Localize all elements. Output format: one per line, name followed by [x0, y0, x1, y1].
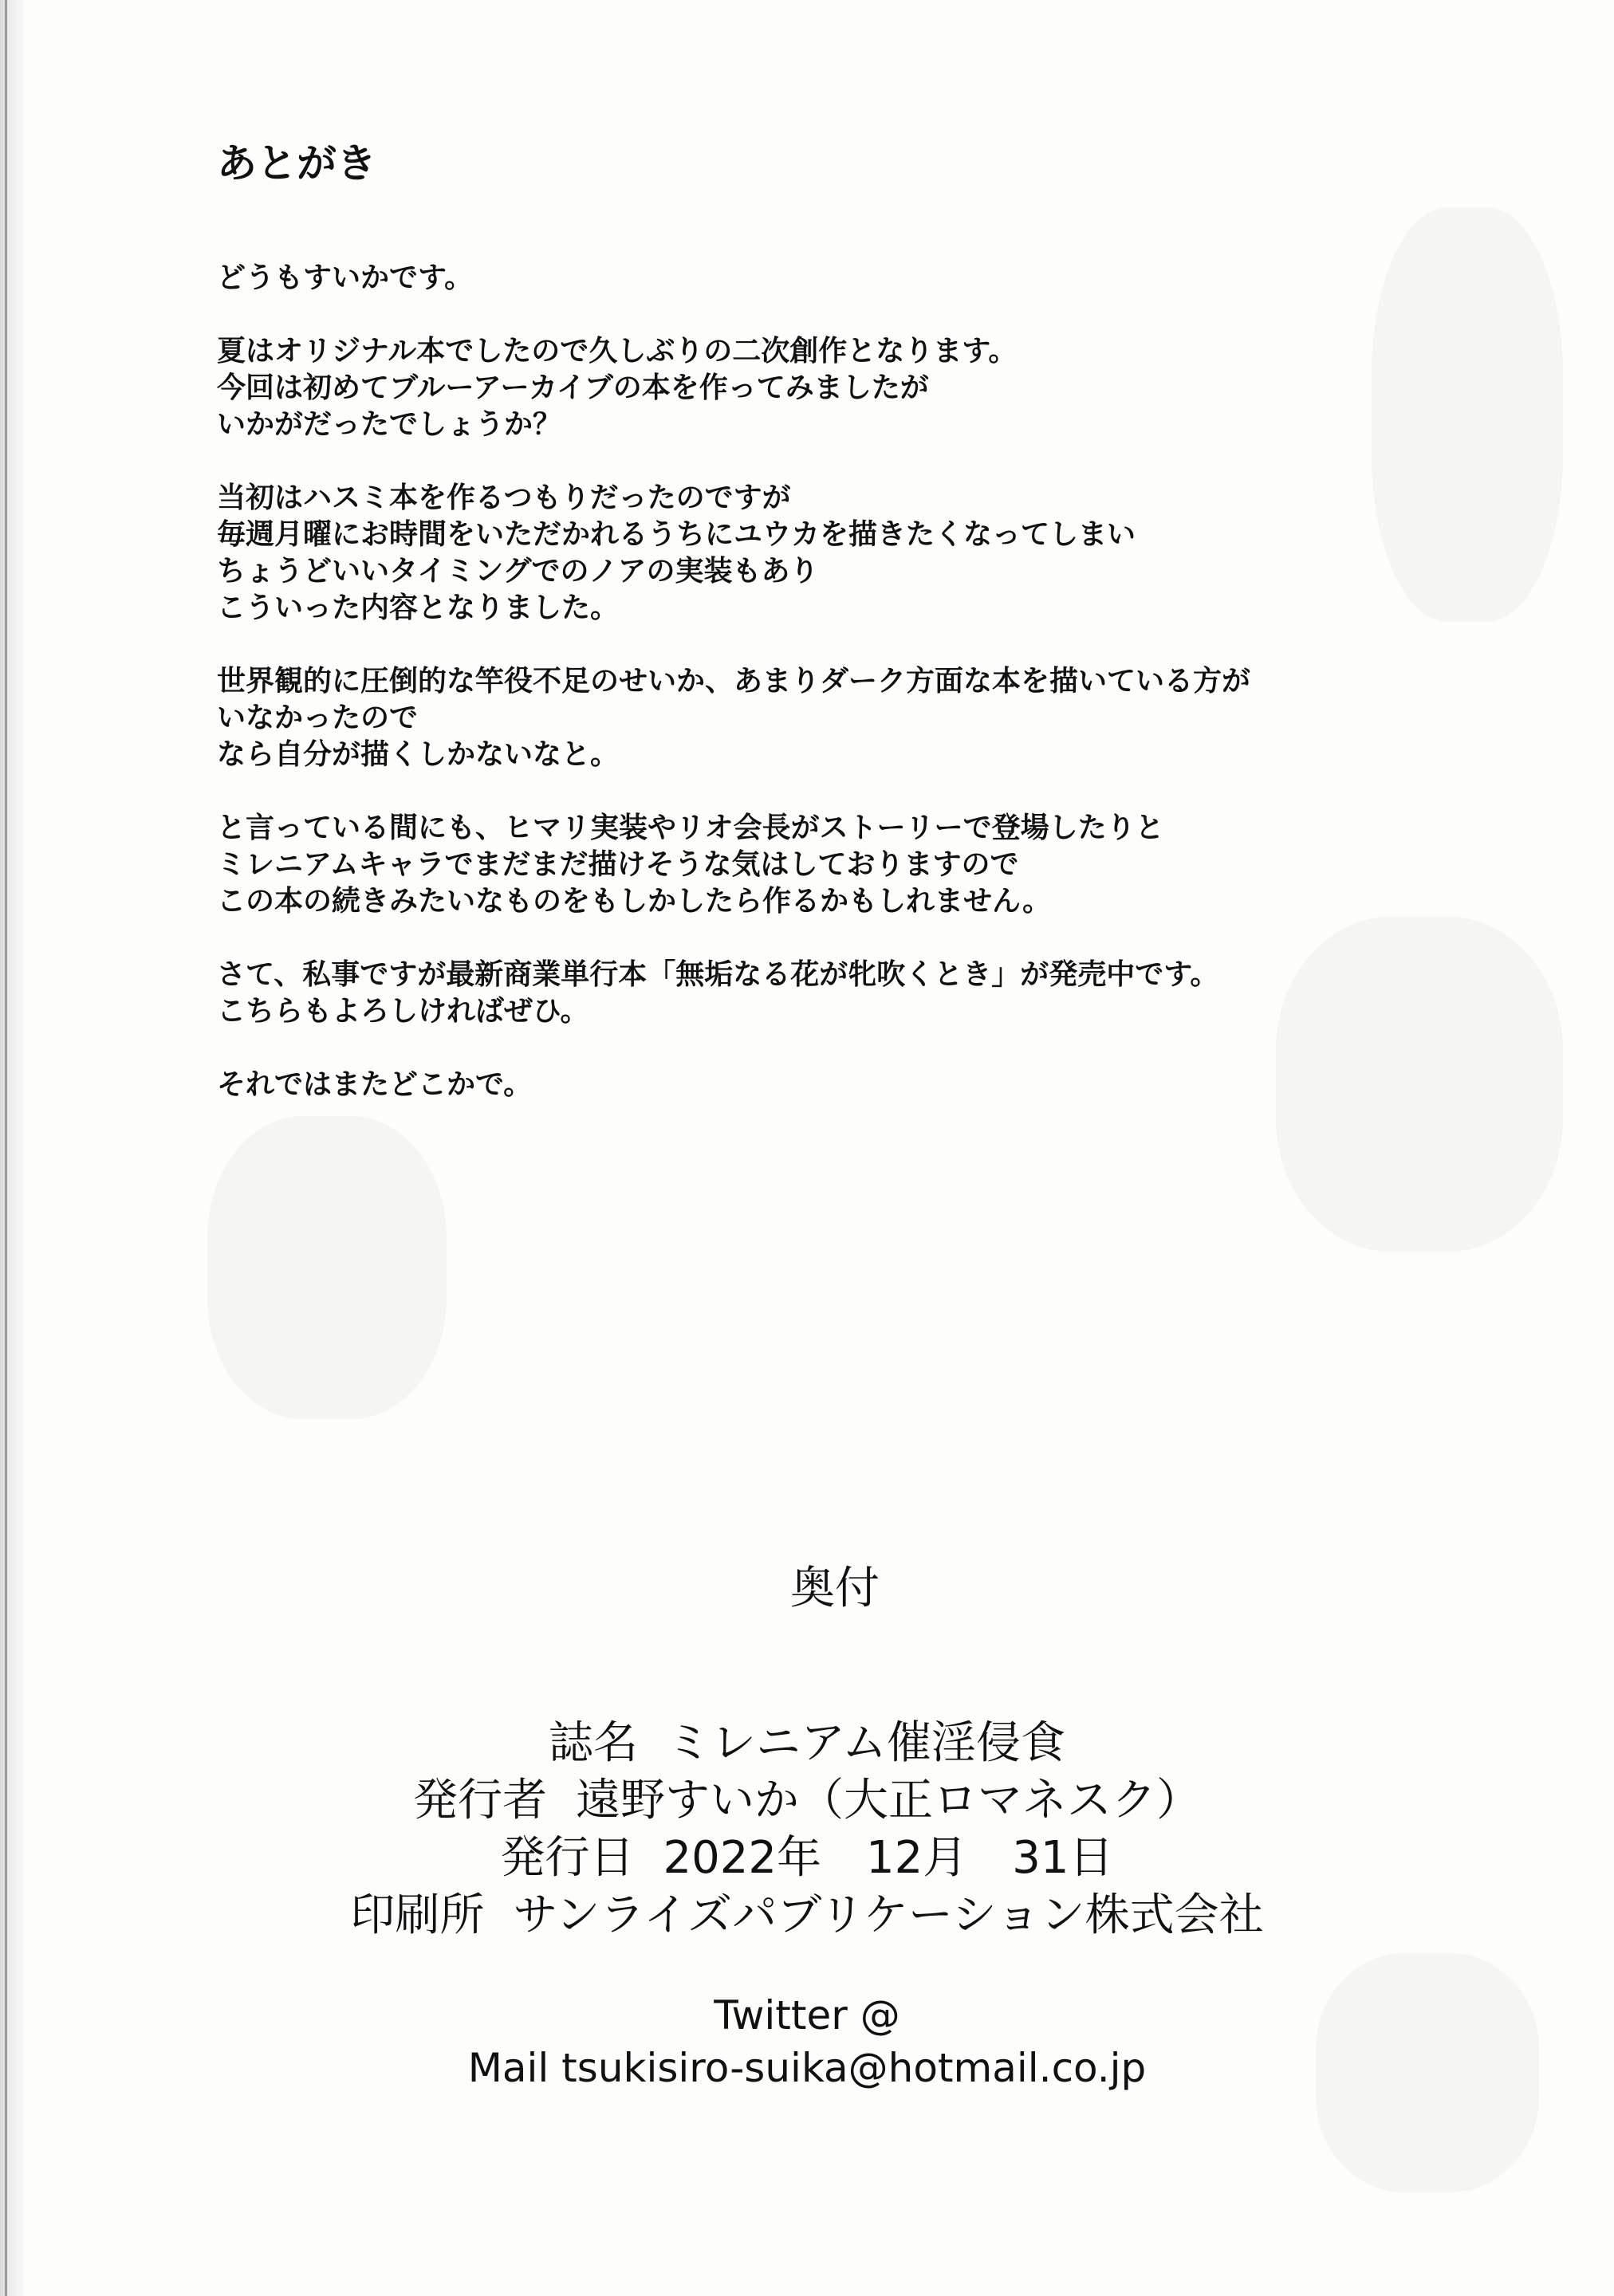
afterword-title: あとがき — [217, 140, 376, 187]
colophon-label: 誌名 — [548, 1717, 638, 1769]
colophon-label: 発行者 — [413, 1775, 547, 1826]
colophon-heading: 奥付 — [790, 1563, 880, 1614]
text-line: この本の続きみたいなものをもしかしたら作るかもしれません。 — [217, 885, 1052, 918]
text-line: それではまたどこかで。 — [217, 1068, 533, 1101]
text-line: どうもすいかです。 — [217, 261, 474, 294]
colophon-label: 印刷所 — [350, 1889, 485, 1941]
colophon-value: ミレニアム催淫侵食 — [666, 1717, 1066, 1769]
colophon-section — [0, 1559, 1614, 2094]
text-line: 夏はオリジナル本でしたので久しぶりの二次創作となります。 — [217, 335, 1018, 368]
afterword-paragraph — [217, 663, 1461, 773]
text-line: さて、私事ですが最新商業単行本「無垢なる花が牝吹くとき」が発売中です。 — [217, 958, 1219, 991]
text-line: 世界観的に圧倒的な竿役不足のせいか、あまりダーク方面な本を描いている方が — [217, 665, 1251, 698]
afterword-paragraph — [217, 957, 1461, 1030]
text-line: なら自分が描くしかないなと。 — [217, 738, 620, 771]
text-line: いなかったので — [217, 702, 419, 734]
contact-info — [0, 1989, 1614, 2094]
afterword-paragraph — [217, 480, 1461, 627]
colophon-value: サンライズパブリケーション株式会社 — [513, 1889, 1264, 1941]
colophon-value: 遠野すいか（大正ロマネスク） — [576, 1775, 1201, 1826]
colophon-row-title — [0, 1715, 1614, 1772]
colophon-row-date — [0, 1830, 1614, 1887]
afterword-paragraph — [217, 333, 1461, 443]
afterword-paragraph — [217, 810, 1461, 920]
text-line: ミレニアムキャラでまだまだ描けそうな気はしておりますので — [217, 848, 1019, 881]
mail-address: Mail tsukisiro-suika@hotmail.co.jp — [467, 2045, 1147, 2091]
colophon-row-publisher — [0, 1772, 1614, 1830]
afterword-paragraph — [217, 260, 1461, 297]
afterword-paragraph — [217, 1067, 1461, 1103]
text-line: と言っている間にも、ヒマリ実装やリオ会長がストーリーで登場したりと — [217, 812, 1164, 844]
afterword-section — [217, 136, 1461, 1140]
twitter-handle: Twitter @ — [714, 1992, 900, 2038]
colophon-value: 2022年 12月 31日 — [663, 1832, 1114, 1884]
text-line: いかがだったでしょうか？ — [217, 408, 562, 441]
text-line: 毎週月曜にお時間をいただかれるうちにユウカを描きたくなってしまい — [217, 518, 1136, 551]
text-line: 今回は初めてブルーアーカイブの本を作ってみましたが — [217, 372, 929, 404]
text-line: こういった内容となりました。 — [217, 592, 620, 624]
text-line: こちらもよろしければぜひ。 — [217, 995, 589, 1028]
colophon-label: 発行日 — [500, 1832, 635, 1884]
text-line: ちょうどいいタイミングでのノアの実装もあり — [217, 555, 819, 588]
text-line: 当初はハスミ本を作るつもりだったのですが — [217, 482, 791, 514]
show-through-artwork — [207, 1116, 447, 1419]
colophon-row-printer — [0, 1887, 1614, 1944]
